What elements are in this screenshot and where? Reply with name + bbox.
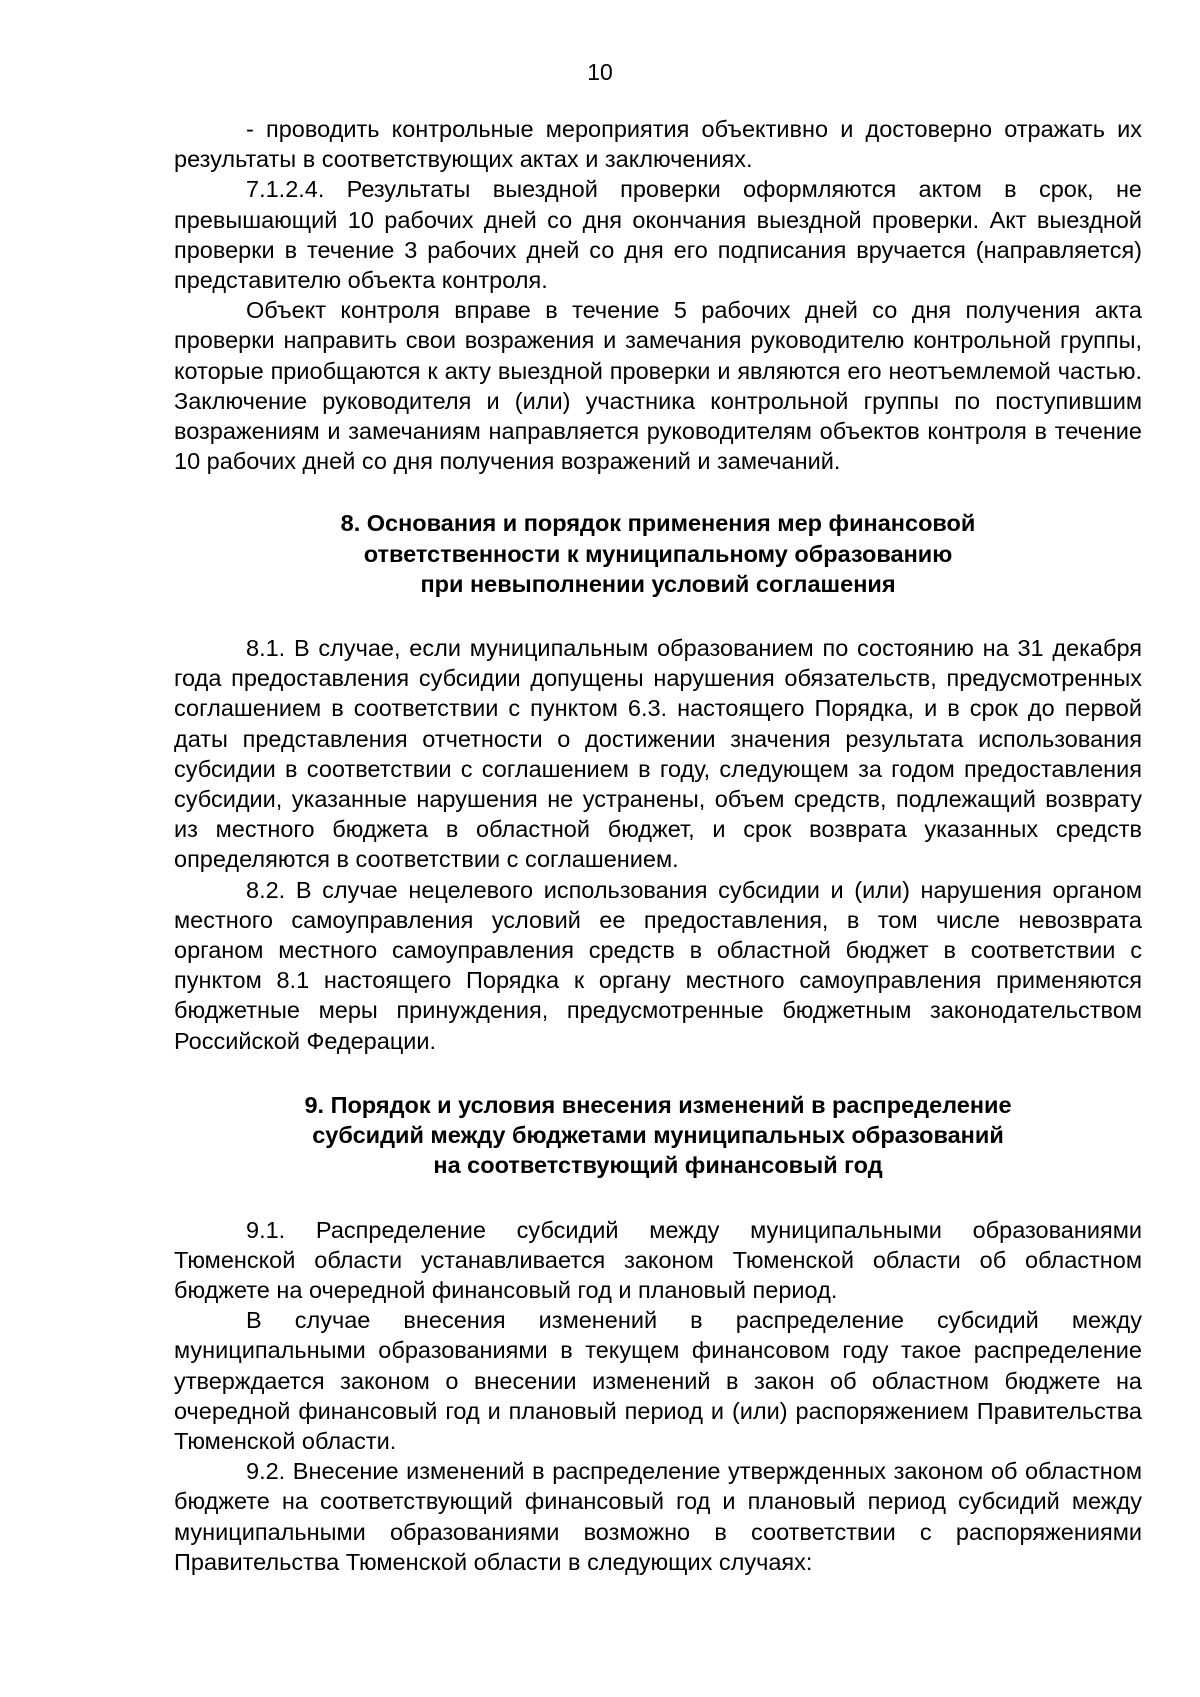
section-9-heading-line: субсидий между бюджетами муниципальных образований <box>312 1122 1004 1149</box>
paragraph-control-measures: - проводить контрольные мероприятия объективно и достоверно отражать их результаты в соответствующих актах и заключениях. <box>174 116 1142 173</box>
paragraph-9-1: 9.1. Распределение субсидий между муниципальными образованиями Тюменской области устанавливается законом Тюменской области об областном бюджете на очередной финансовый год и плановый период. <box>174 1216 1142 1303</box>
document-body <box>174 114 1142 1577</box>
section-9-heading-line: на соответствующий финансовый год <box>433 1152 883 1179</box>
section-9-heading <box>174 1090 1142 1181</box>
paragraph-7-1-2-4: 7.1.2.4. Результаты выездной проверки оформляются актом в срок, не превышающий 10 рабочих дней со дня окончания выездной проверки. Акт выездной проверки в течение 3 рабочих дней со дня его подписания вручается (направляется) представителю объекта контроля. <box>174 176 1142 294</box>
paragraph-8-2: 8.2. В случае нецелевого использования субсидии и (или) нарушения органом местного самоуправления условий ее предоставления, в том числе невозврата органом местного самоуправления средств в областной бюджет в соответствии с пунктом 8.1 настоящего Порядка к органу местного самоуправления применяются бюджетные меры принуждения, предусмотренные бюджетным законодательством Российской Федерации. <box>174 876 1142 1054</box>
section-9-heading-line: 9. Порядок и условия внесения изменений в распределение <box>304 1091 1012 1118</box>
paragraph-9-2: 9.2. Внесение изменений в распределение утвержденных законом об областном бюджете на соответствующий финансовый год и плановый период субсидий между муниципальными образованиями возможно в соответствии с распоряжениями Правительства Тюменской области в следующих случаях: <box>174 1458 1142 1575</box>
paragraph-objections: Объект контроля вправе в течение 5 рабочих дней со дня получения акта проверки направить свои возражения и замечания руководителю контрольной группы, которые приобщаются к акту выездной проверки и являются его неотъемлемой частью. Заключение руководителя и (или) участника контрольной группы по поступившим возражениям и замечаниям направляется руководителям объектов контроля в течение 10 рабочих дней со дня получения возражений и замечаний. <box>174 297 1142 475</box>
section-8-heading-line: ответственности к муниципальному образованию <box>363 540 953 567</box>
section-8-heading <box>174 508 1142 599</box>
paragraph-9-1-changes: В случае внесения изменений в распределение субсидий между муниципальными образованиями в текущем финансовом году такое распределение утверждается законом о внесении изменений в закон об областном бюджете на очередной финансовый год и плановый период и (или) распоряжением Правительства Тюменской области. <box>174 1307 1142 1454</box>
paragraph-8-1: 8.1. В случае, если муниципальным образованием по состоянию на 31 декабря года предоставления субсидии допущены нарушения обязательств, предусмотренных соглашением в соответствии с пунктом 6.3. настоящего Порядка, и в срок до первой даты представления отчетности о достижении значения результата использования субсидии в соответствии с соглашением в году, следующем за годом предоставления субсидии, указанные нарушения не устранены, объем средств, подлежащий возврату из местного бюджета в областной бюджет, и срок возврата указанных средств определяются в соответствии с соглашением. <box>174 635 1142 873</box>
section-8-heading-line: при невыполнении условий соглашения <box>420 570 896 597</box>
section-8-heading-line: 8. Основания и порядок применения мер финансовой <box>340 510 976 537</box>
page-number: 10 <box>587 59 613 85</box>
